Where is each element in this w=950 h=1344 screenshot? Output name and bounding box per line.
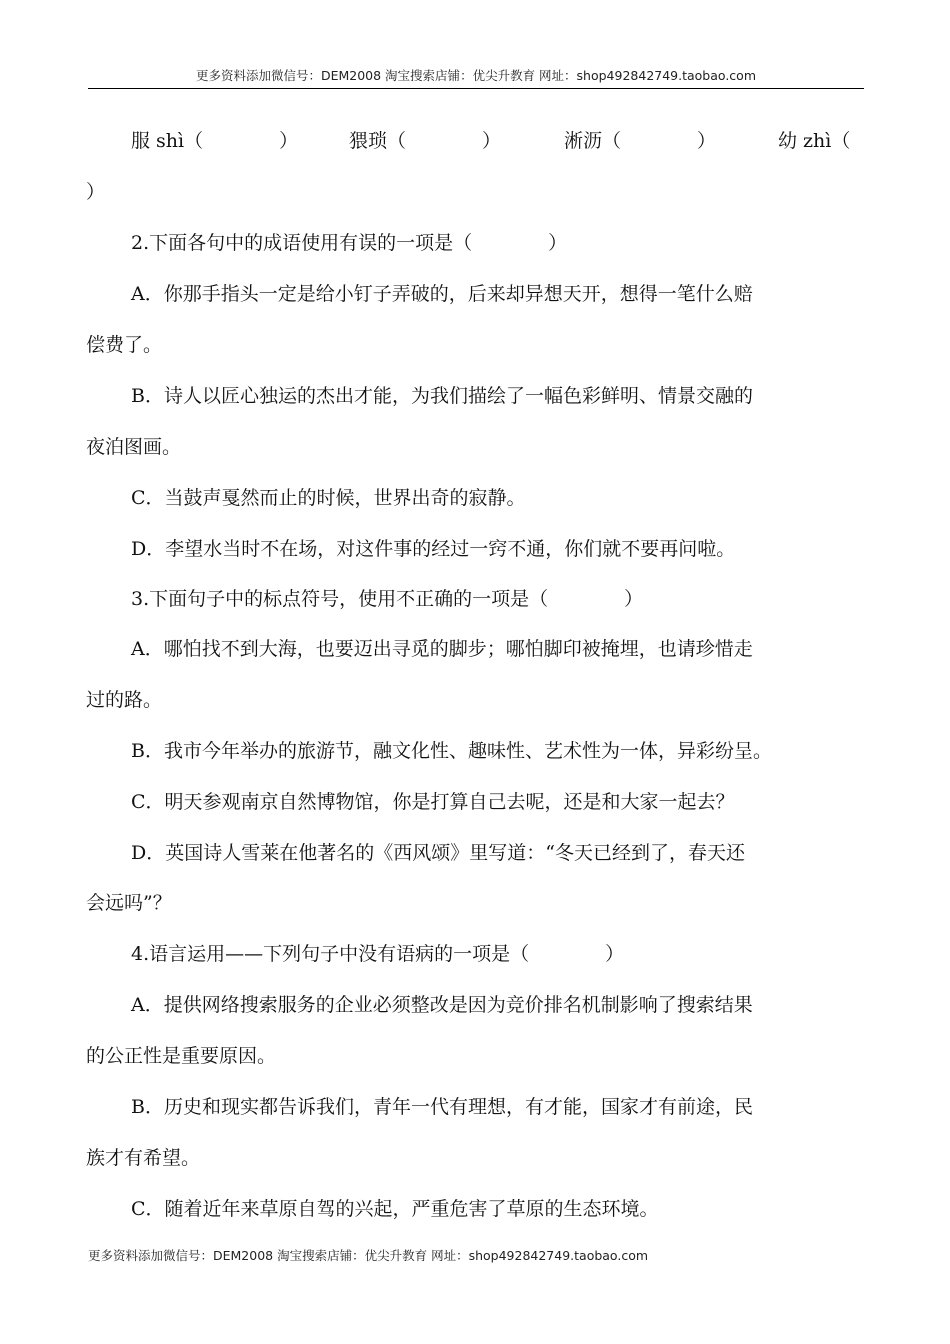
pinyin-item-4-close: ）	[86, 181, 106, 203]
q3-option-d-line2: 会远吗”？	[86, 892, 172, 914]
header-divider	[88, 88, 864, 89]
q4-option-b-line1: B．历史和现实都告诉我们，青年一代有理想，有才能，国家才有前途，民	[131, 1096, 753, 1118]
q2-option-a-line1: A．你那手指头一定是给小钉子弄破的，后来却异想天开，想得一笔什么赔	[131, 283, 753, 305]
q2-option-a-line2: 偿费了。	[86, 334, 163, 356]
q2-stem: 2.下面各句中的成语使用有误的一项是（ ）	[131, 232, 568, 254]
q4-option-a-line1: A．提供网络搜索服务的企业必须整改是因为竞价排名机制影响了搜索结果	[131, 994, 753, 1016]
pinyin-item-2: 猥琐（ ）	[349, 130, 502, 152]
q4-stem: 4.语言运用——下列句子中没有语病的一项是（ ）	[131, 943, 625, 965]
q4-option-c: C．随着近年来草原自驾的兴起，严重危害了草原的生态环境。	[131, 1198, 659, 1220]
q2-option-d: D．李望水当时不在场，对这件事的经过一窍不通，你们就不要再问啦。	[131, 538, 736, 560]
q3-option-d-line1: D．英国诗人雪莱在他著名的《西风颂》里写道：“冬天已经到了，春天还	[131, 842, 745, 864]
pinyin-item-3: 淅沥（ ）	[564, 130, 717, 152]
pinyin-item-4: 幼 zhì（	[778, 130, 851, 152]
page-footer: 更多资料添加微信号：DEM2008 淘宝搜索店铺：优尖升教育 网址：shop492842749.taobao.com	[88, 1248, 649, 1263]
q3-option-b: B．我市今年举办的旅游节，融文化性、趣味性、艺术性为一体，异彩纷呈。	[131, 740, 772, 762]
q4-option-a-line2: 的公正性是重要原因。	[86, 1045, 277, 1067]
q2-option-b-line1: B．诗人以匠心独运的杰出才能，为我们描绘了一幅色彩鲜明、情景交融的	[131, 385, 753, 407]
q3-option-a-line2: 过的路。	[86, 689, 163, 711]
q4-option-b-line2: 族才有希望。	[86, 1147, 201, 1169]
q3-option-c: C．明天参观南京自然博物馆，你是打算自己去呢，还是和大家一起去？	[131, 791, 735, 813]
q3-option-a-line1: A．哪怕找不到大海，也要迈出寻觅的脚步；哪怕脚印被掩埋，也请珍惜走	[131, 638, 753, 660]
q2-option-b-line2: 夜泊图画。	[86, 436, 182, 458]
page-header: 更多资料添加微信号：DEM2008 淘宝搜索店铺：优尖升教育 网址：shop492842749.taobao.com	[195, 68, 757, 83]
q2-option-c: C．当鼓声戛然而止的时候，世界出奇的寂静。	[131, 487, 526, 509]
q3-stem: 3.下面句子中的标点符号，使用不正确的一项是（ ）	[131, 588, 644, 610]
pinyin-question-row	[0, 128, 950, 154]
pinyin-item-1: 服 shì（ ）	[131, 130, 299, 152]
